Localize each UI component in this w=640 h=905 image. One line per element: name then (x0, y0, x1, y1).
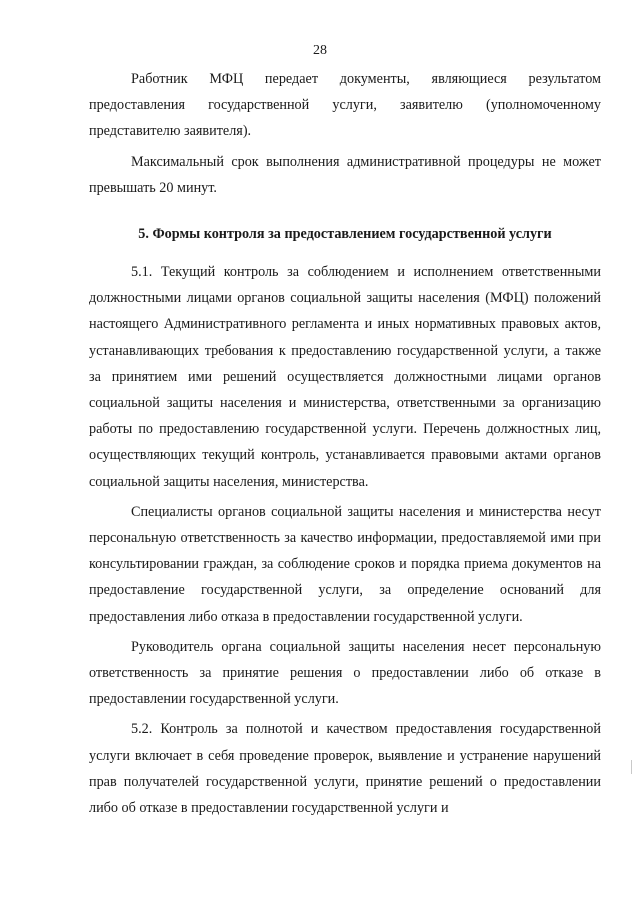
paragraph-head-responsibility: Руководитель органа социальной защиты населения несет персональную ответственность за принятие решения о предоставлении либо об отказе в предоставлении государственной услуги. (89, 638, 601, 708)
section-heading: 5. Формы контроля за предоставлением государственной услуги (138, 226, 552, 243)
paragraph-mfc-transfer: Работник МФЦ передает документы, являющиеся результатом предоставления государственной услуги, заявителю (уполномоченному представителю заявителя). (89, 71, 601, 140)
paragraph-quality-control: 5.2. Контроль за полнотой и качеством предоставления государственной услуги включает в себя проведение проверок, выявление и устранение нарушений прав получателей государственной услуги, принятие решений о предоставлении либо об отказе в предоставлении государственной услуги и (89, 721, 601, 817)
document-body (89, 66, 601, 821)
paragraph-specialists-responsibility: Специалисты органов социальной защиты населения и министерства несут персональную ответственность за качество информации, предоставляемой ими при консультировании граждан, за соблюдение сроков и порядка приема документов на предоставление государственной услуги, за определение оснований для предоставления либо отказа в предоставлении государственной услуги. (89, 503, 601, 625)
paragraph-max-duration: Максимальный срок выполнения административной процедуры не может превышать 20 минут. (89, 153, 601, 196)
paragraph-current-control: 5.1. Текущий контроль за соблюдением и исполнением ответственными должностными лицами органов социальной защиты населения (МФЦ) положений настоящего Административного регламента и иных нормативных правовых актов, устанавливающих требования к предоставлению государственной услуги, а также за принятием ими решений осуществляется должностными лицами органов социальной защиты населения и министерства, ответственными за организацию работы по предоставлению государственной услуги. Перечень должностных лиц, осуществляющих текущий контроль, устанавливается правовыми актами органов социальной защиты населения, министерства. (89, 264, 601, 490)
page-number: 28 (313, 43, 327, 58)
scan-artifact (631, 760, 632, 774)
